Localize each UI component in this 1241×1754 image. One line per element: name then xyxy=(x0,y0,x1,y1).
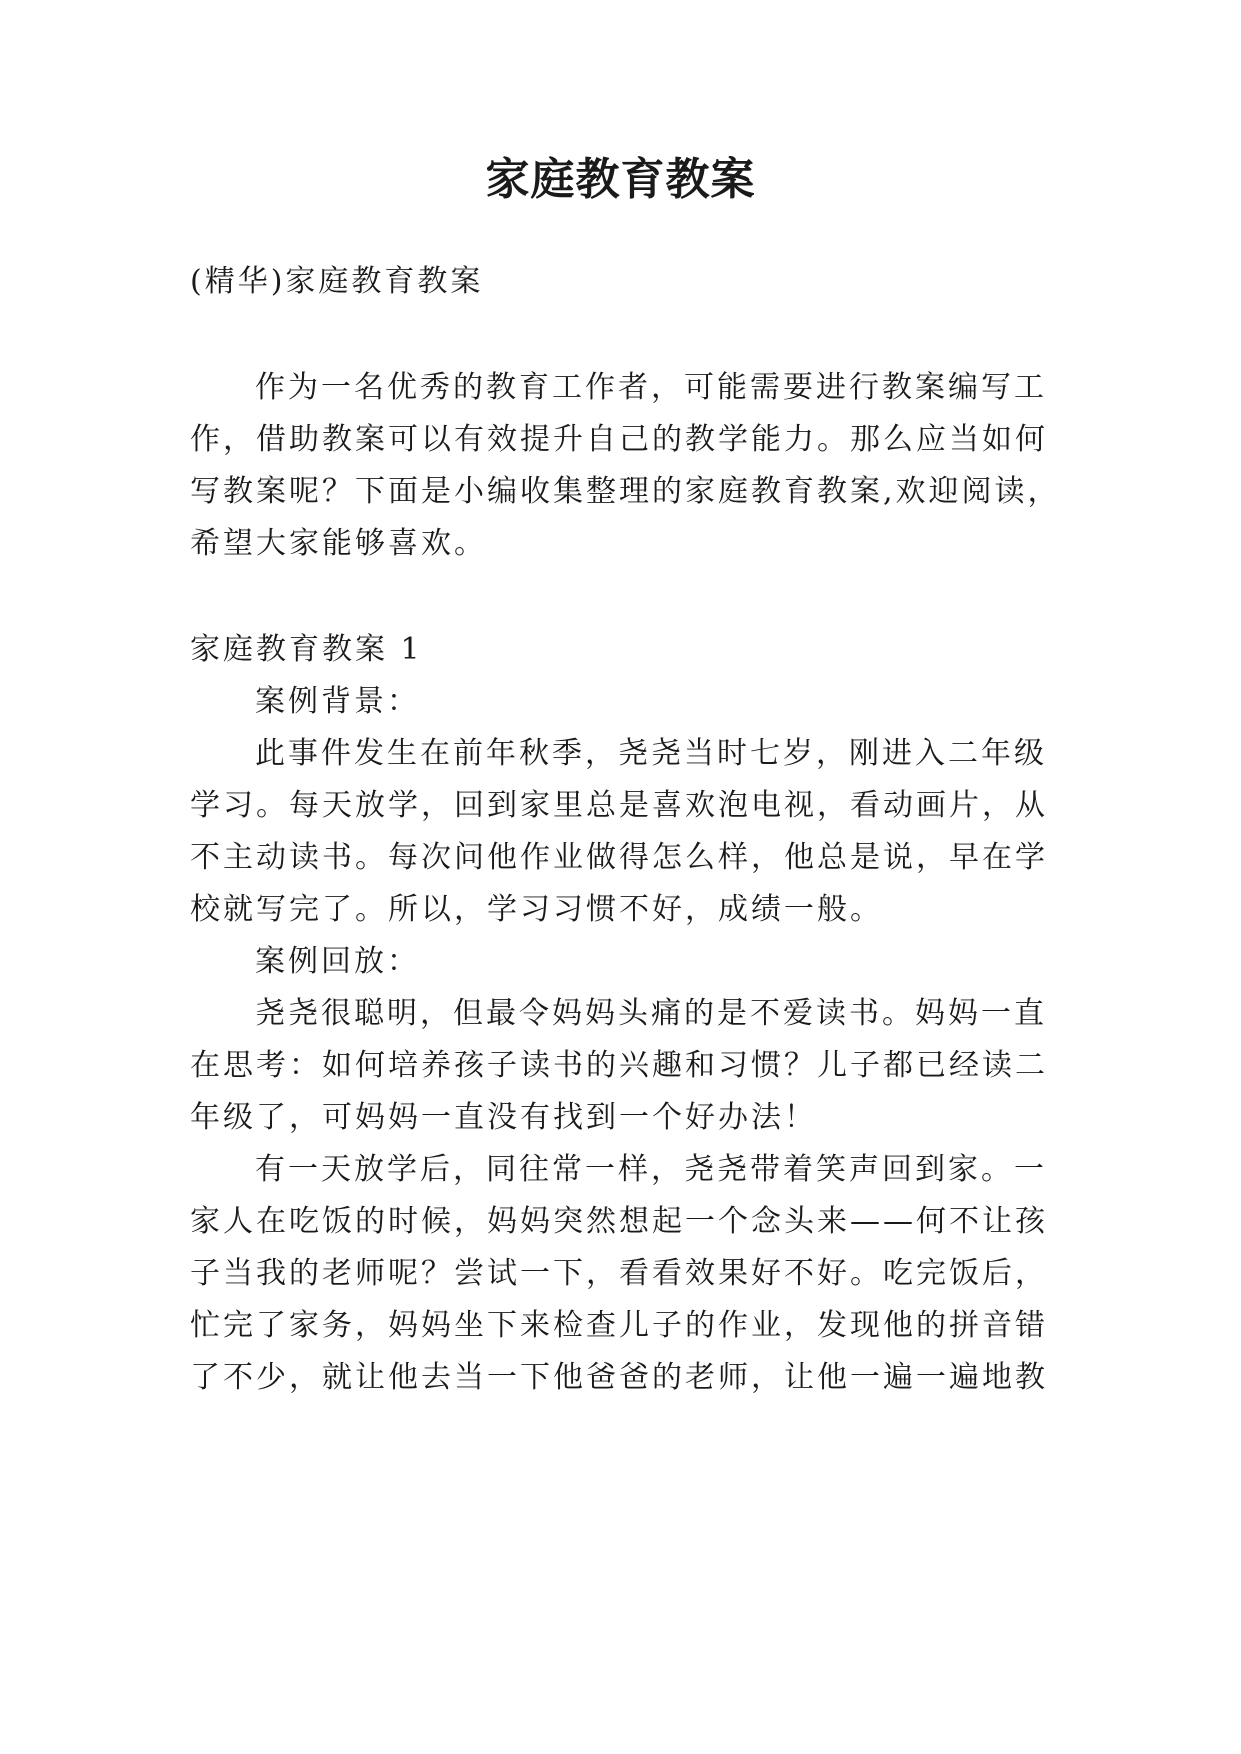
document-subtitle: (精华)家庭教育教案 xyxy=(190,264,484,299)
intro-line: 希望大家能够喜欢。 xyxy=(190,526,487,561)
story-line: 家人在吃饭的时候，妈妈突然想起一个念头来——何不让孩 xyxy=(190,1204,1048,1239)
story-line: 了不少，就让他去当一下他爸爸的老师，让他一遍一遍地教 xyxy=(190,1360,1048,1395)
intro-line: 写教案呢？下面是小编收集整理的家庭教育教案,欢迎阅读， xyxy=(190,474,1061,509)
playback-line: 年级了，可妈妈一直没有找到一个好办法！ xyxy=(190,1100,817,1135)
playback-line: 尧尧很聪明，但最令妈妈头痛的是不爱读书。妈妈一直 xyxy=(255,996,1047,1031)
playback-label: 案例回放： xyxy=(255,944,420,979)
background-label: 案例背景： xyxy=(255,684,420,719)
story-line: 子当我的老师呢？尝试一下，看看效果好不好。吃完饭后， xyxy=(190,1256,1048,1291)
page-title: 家庭教育教案 xyxy=(485,154,756,205)
intro-line: 作，借助教案可以有效提升自己的教学能力。那么应当如何 xyxy=(190,422,1048,457)
background-line: 不主动读书。每次问他作业做得怎么样，他总是说，早在学 xyxy=(190,840,1048,875)
background-line: 校就写完了。所以，学习习惯不好，成绩一般。 xyxy=(190,892,883,927)
story-line: 有一天放学后，同往常一样，尧尧带着笑声回到家。一 xyxy=(255,1152,1047,1187)
section-heading: 家庭教育教案 1 xyxy=(190,632,423,667)
background-line: 此事件发生在前年秋季，尧尧当时七岁，刚进入二年级 xyxy=(255,736,1047,771)
playback-line: 在思考：如何培养孩子读书的兴趣和习惯？儿子都已经读二 xyxy=(190,1048,1048,1083)
story-line: 忙完了家务，妈妈坐下来检查儿子的作业，发现他的拼音错 xyxy=(190,1308,1048,1343)
intro-line: 作为一名优秀的教育工作者，可能需要进行教案编写工 xyxy=(255,370,1047,405)
background-line: 学习。每天放学，回到家里总是喜欢泡电视，看动画片，从 xyxy=(190,788,1048,823)
